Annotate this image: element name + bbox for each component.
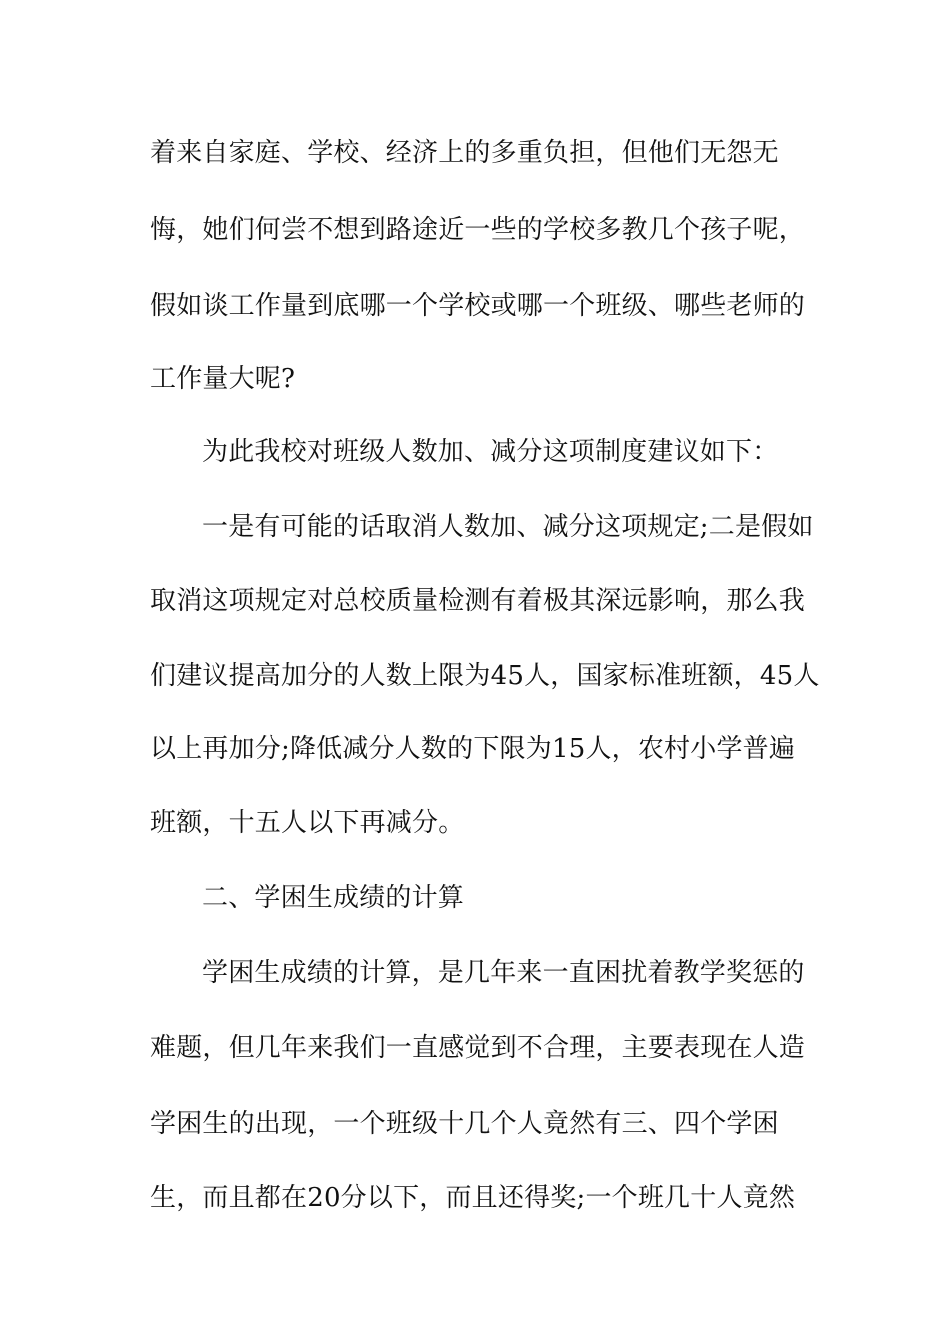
paragraph-line: 工作量大呢? <box>150 364 296 394</box>
paragraph-line: 取消这项规定对总校质量检测有着极其深远影响，那么我 <box>150 586 806 616</box>
paragraph-line: 以上再加分;降低减分人数的下限为15人，农村小学普遍 <box>150 734 796 764</box>
paragraph-line: 班额，十五人以下再减分。 <box>150 808 465 838</box>
paragraph-line: 学困生成绩的计算，是几年来一直困扰着教学奖惩的 <box>202 958 805 988</box>
paragraph-line: 一是有可能的话取消人数加、减分这项规定;二是假如 <box>202 512 814 542</box>
paragraph-line: 学困生的出现，一个班级十几个人竟然有三、四个学困 <box>150 1109 779 1139</box>
paragraph-line: 难题，但几年来我们一直感觉到不合理，主要表现在人造 <box>150 1033 806 1063</box>
paragraph-line: 悔，她们何尝不想到路途近一些的学校多教几个孩子呢， <box>150 215 806 245</box>
paragraph-line: 为此我校对班级人数加、减分这项制度建议如下： <box>202 437 779 467</box>
paragraph-line: 生，而且都在20分以下，而且还得奖;一个班几十人竟然 <box>150 1183 796 1213</box>
paragraph-line: 着来自家庭、学校、经济上的多重负担，但他们无怨无 <box>150 138 779 168</box>
paragraph-line: 们建议提高加分的人数上限为45人，国家标准班额，45人 <box>150 661 820 691</box>
paragraph-line: 假如谈工作量到底哪一个学校或哪一个班级、哪些老师的 <box>150 291 806 321</box>
section-heading: 二、学困生成绩的计算 <box>202 883 465 913</box>
